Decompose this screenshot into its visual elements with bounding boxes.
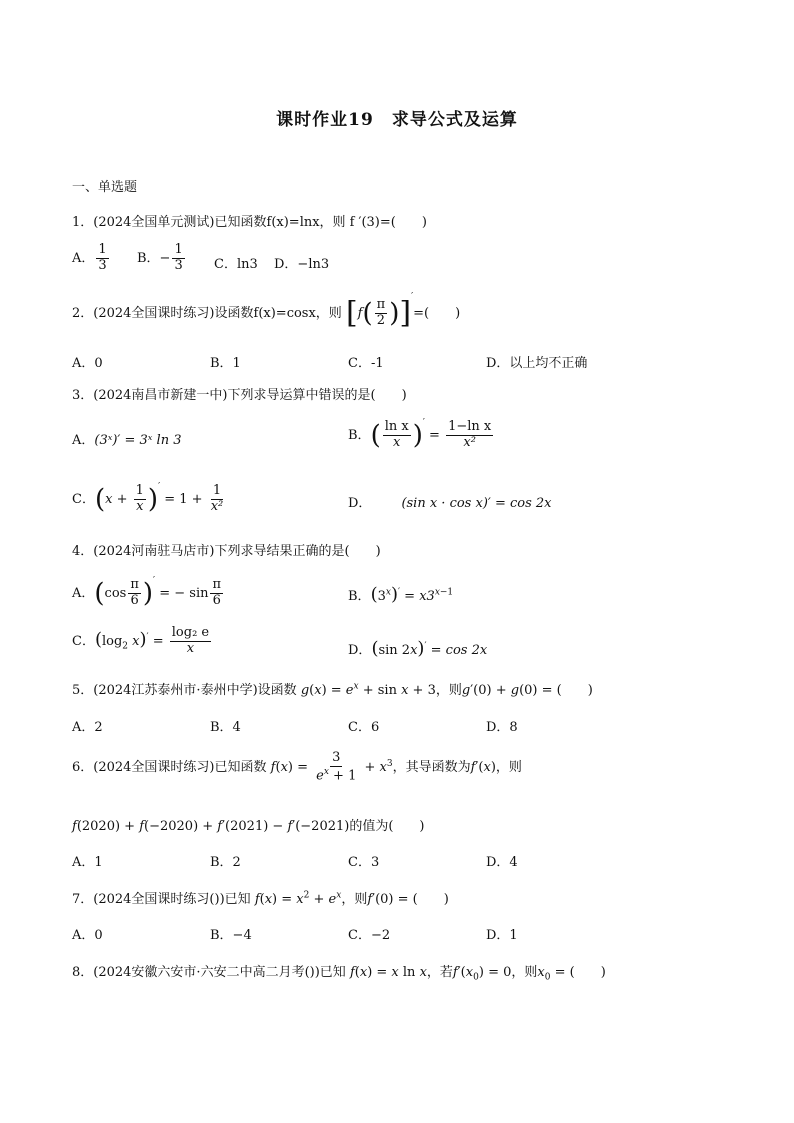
- q3-option-d: D． (sin x · cos x)′ = cos 2x: [348, 496, 552, 511]
- q4-option-c: C．($\log_2$ x)′ = $\frac{\text{log₂ e}}{x}$: [72, 625, 210, 656]
- q4-option-b: B．$(3^x)' = x3^{x-1}$: [348, 584, 454, 605]
- question-2: 2．(2024全国课时练习)设函数f(x)=cosx，则 [f( $\frac{\pi}{2}$ )]′=( ): [72, 292, 461, 331]
- q4-option-d: D．(sin 2x)′ = cos 2x: [348, 638, 488, 659]
- q6-option-c: C．3: [348, 855, 380, 870]
- question-6-line2: f(2020) + f(−2020) + f′(2021) − f′(−2021)的值为( ): [72, 819, 425, 834]
- q5-option-d: D．8: [486, 720, 518, 735]
- question-source: (2024安徽六安市·六安二中高二月考()): [93, 965, 320, 980]
- page-title: 课时作业19 求导公式及运算: [276, 110, 518, 130]
- q1-option-c: C．ln3: [214, 257, 258, 272]
- q1-option-a: A． $\frac{1}{3}$: [72, 242, 107, 273]
- q4-option-a: A．(cos $\frac{\pi}{6}$ )′ = − sin $\frac{\pi}{6}$: [72, 576, 222, 609]
- q3-option-b: B．( $\frac{\text{ln x}}{x}$ )′ = $\frac{\text{1−ln x}}{\text{x²}}$: [348, 418, 492, 451]
- q2-option-b: B．1: [210, 356, 241, 371]
- question-source: (2024全国课时练习): [93, 760, 215, 776]
- question-6: 6．(2024全国课时练习)已知函数 f(x) = $\frac{3}{e^x + 1}$ + $x^3$，其导函数为f′(x)，则: [72, 750, 522, 784]
- q6-option-d: D．4: [486, 855, 518, 870]
- q1-option-b: B．− $\frac{1}{3}$: [137, 242, 183, 273]
- q7-option-a: A．0: [72, 928, 103, 943]
- q6-option-a: A．1: [72, 855, 103, 870]
- q5-option-c: C．6: [348, 720, 380, 735]
- question-4: 4．(2024河南驻马店市)下列求导结果正确的是( ): [72, 544, 381, 559]
- q7-option-d: D．1: [486, 928, 518, 943]
- q5-option-b: B．4: [210, 720, 241, 735]
- question-7: 7．(2024全国课时练习())已知 $f(x) = x^2 + e^x$，则f′(0) = ( ): [72, 890, 449, 907]
- q2-option-c: C．-1: [348, 356, 384, 371]
- q2-option-d: D．以上均不正确: [486, 356, 588, 371]
- q3-option-c: C．(x + $\frac{1}{x}$ )′ = 1 + $\frac{1}{\text{x²}}$: [72, 482, 224, 515]
- question-source: (2024南昌市新建一中): [93, 388, 228, 403]
- q5-option-a: A．2: [72, 720, 103, 735]
- question-8: 8．(2024安徽六安市·六安二中高二月考())已知 f(x) = x ln x，若$f'(x_0) = 0$，则$x_0$ = ( ): [72, 965, 606, 983]
- q1-option-d: D．−ln3: [274, 257, 330, 272]
- q7-option-c: C．−2: [348, 928, 391, 943]
- q3-option-a: A．(3ˣ)′ = 3ˣ ln 3: [72, 433, 182, 448]
- question-3: 3．(2024南昌市新建一中)下列求导运算中错误的是( ): [72, 388, 407, 403]
- q6-option-b: B．2: [210, 855, 241, 870]
- question-5: 5．(2024江苏泰州市·泰州中学)设函数 $g(x) = e^x + \sin x + 3$，则g′(0) + g(0) = ( ): [72, 681, 593, 698]
- question-1: 1．(2024全国单元测试)已知函数f(x)=lnx，则 f ′(3)=( ): [72, 215, 427, 230]
- q2-option-a: A．0: [72, 356, 103, 371]
- section-heading: 一、单选题: [72, 180, 138, 195]
- question-source: (2024全国课时练习()): [93, 892, 225, 907]
- question-source: (2024全国单元测试): [93, 215, 215, 230]
- question-source: (2024全国课时练习): [93, 306, 215, 321]
- q7-option-b: B．−4: [210, 928, 252, 943]
- question-source: (2024河南驻马店市): [93, 544, 215, 559]
- question-source: (2024江苏泰州市·泰州中学): [93, 683, 258, 698]
